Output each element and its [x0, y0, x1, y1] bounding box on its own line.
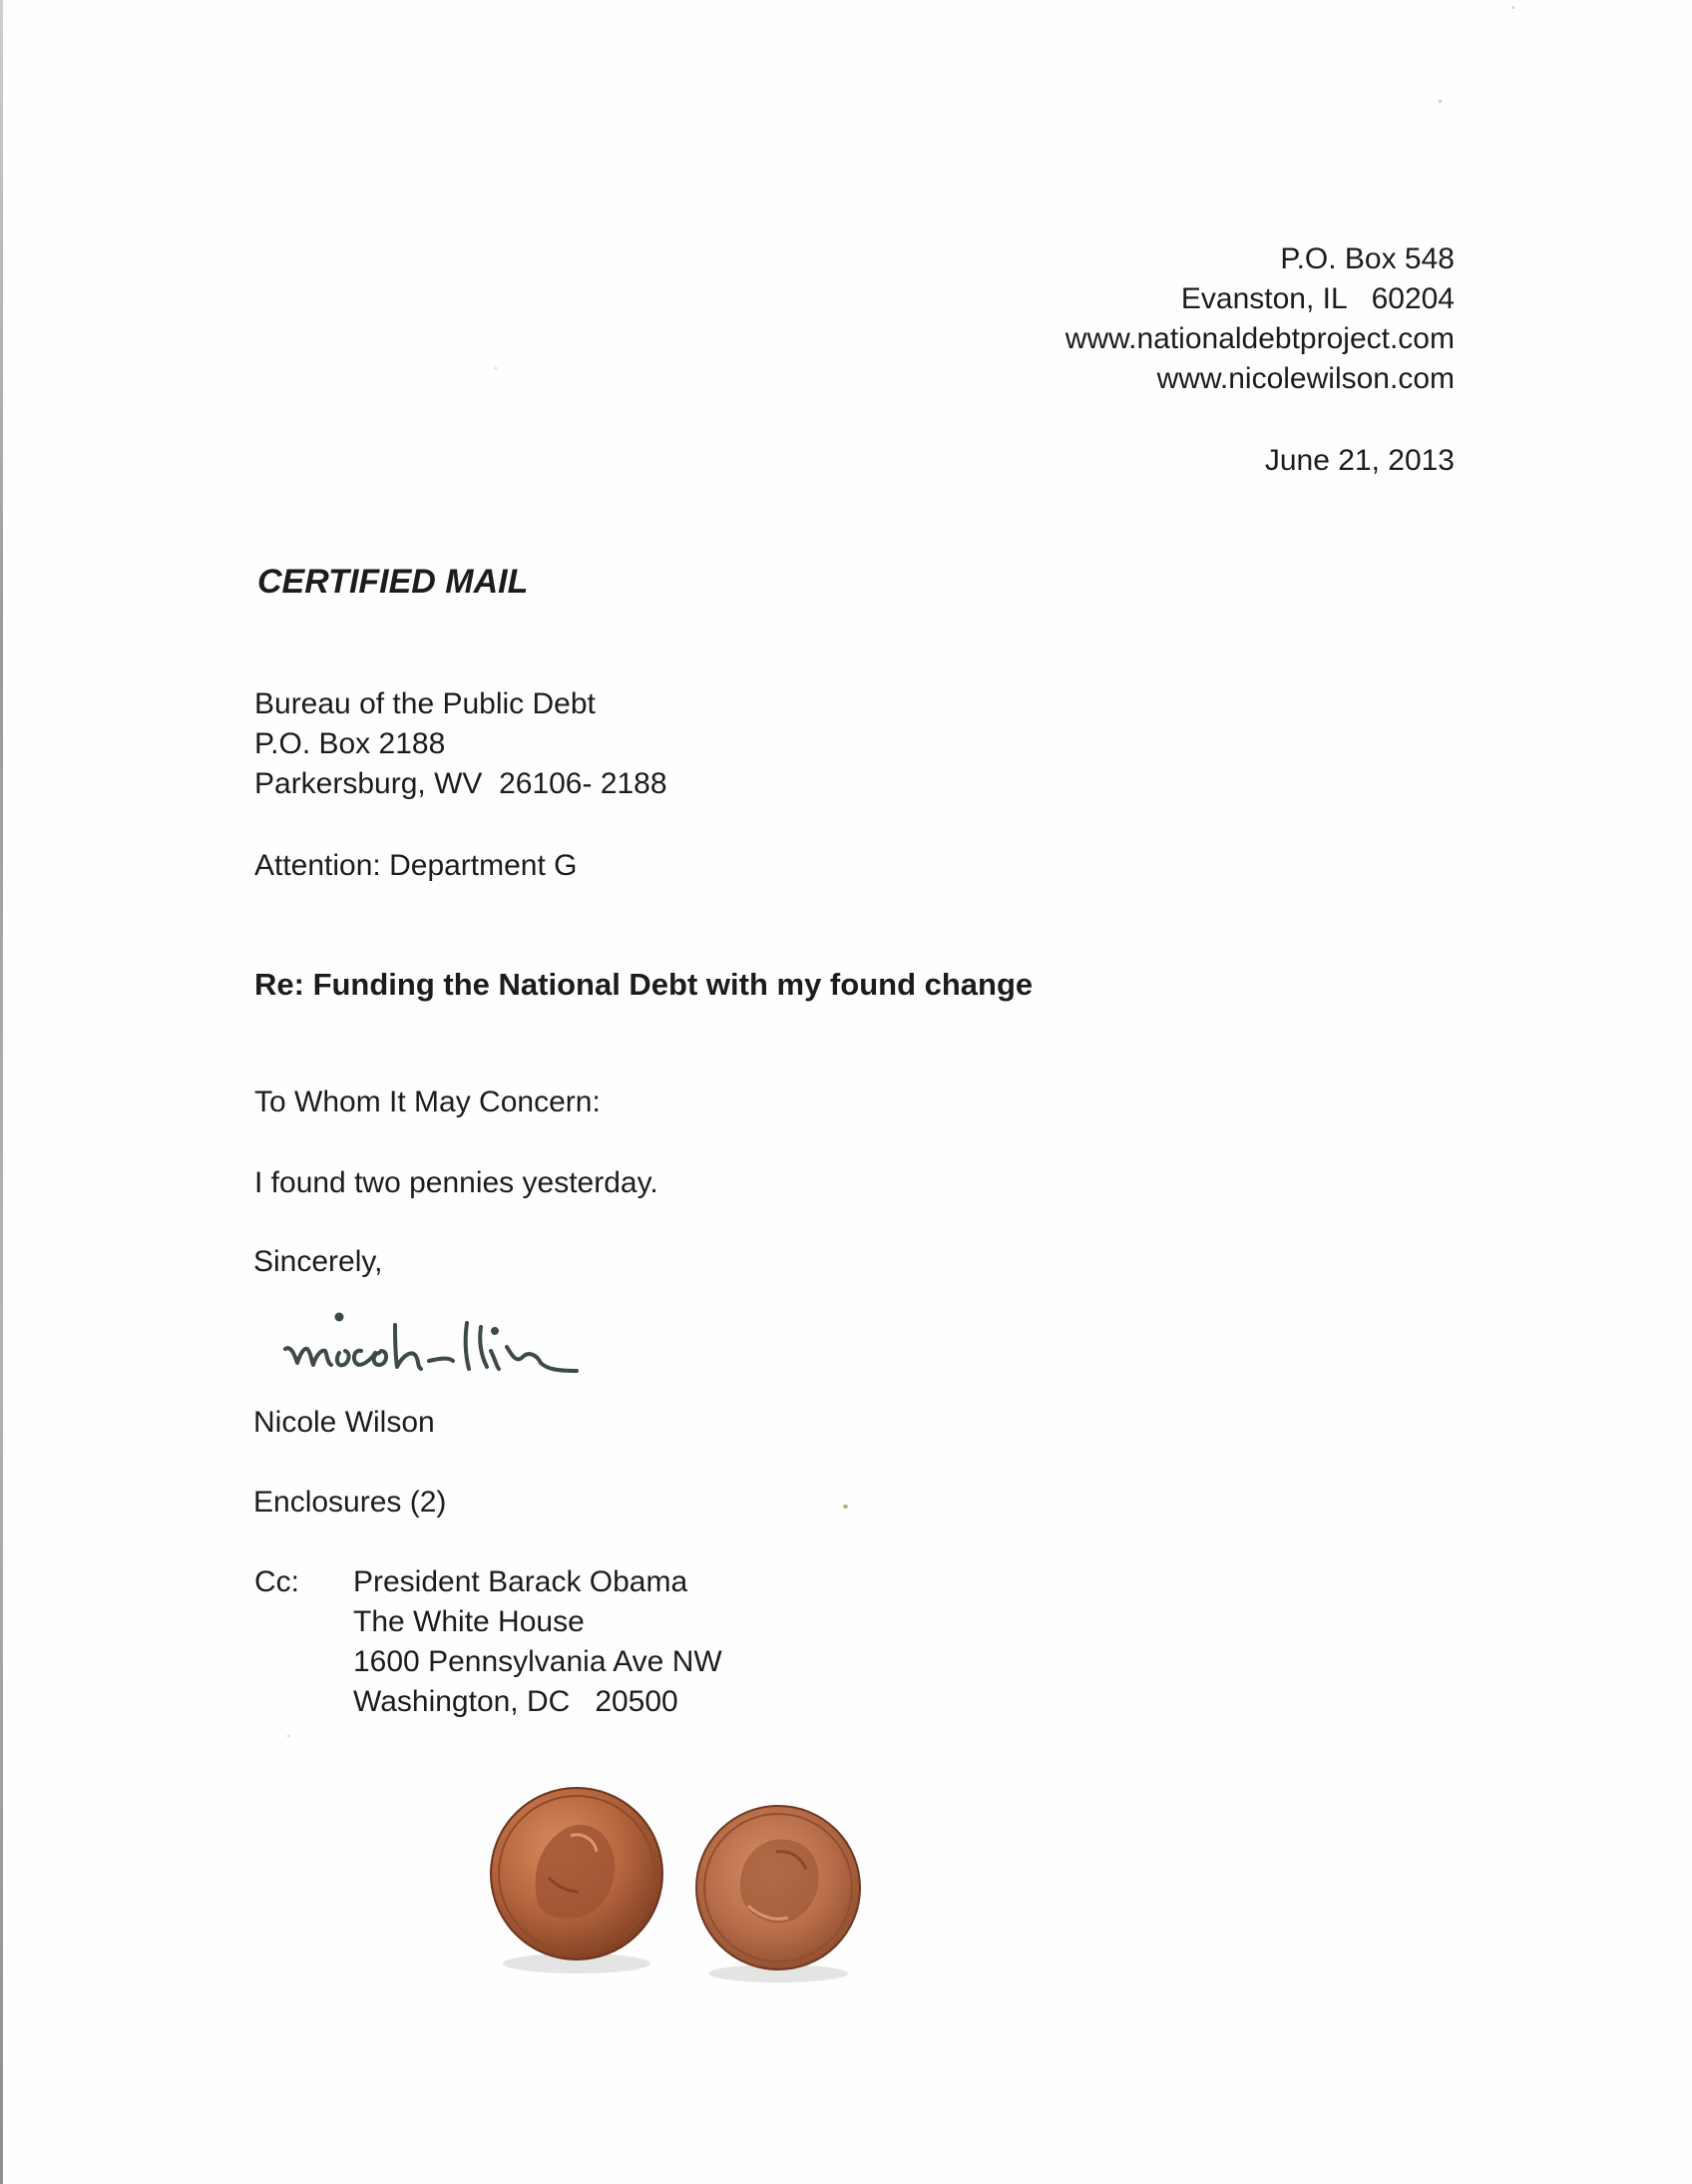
attention-line: Attention: Department G	[254, 849, 578, 882]
recipient-po-box: P.O. Box 2188	[254, 727, 446, 760]
recipient-name: Bureau of the Public Debt	[254, 687, 596, 720]
cc-line-2: The White House	[353, 1605, 585, 1638]
penny-right	[696, 1806, 860, 1982]
letter-body: I found two pennies yesterday.	[254, 1166, 658, 1199]
scan-speck	[843, 1505, 848, 1509]
signer-name: Nicole Wilson	[253, 1406, 435, 1439]
cc-address-block	[353, 1562, 722, 1722]
cc-line-4: Washington, DC 20500	[353, 1685, 678, 1718]
sender-website-2: www.nicolewilson.com	[1156, 362, 1455, 395]
enclosures-line: Enclosures (2)	[253, 1486, 447, 1519]
sender-city-state-zip: Evanston, IL 60204	[1180, 282, 1455, 315]
cc-line-1: President Barack Obama	[353, 1565, 688, 1598]
cc-label: Cc:	[254, 1565, 299, 1598]
scan-speck	[287, 1735, 289, 1737]
handwritten-signature	[277, 1287, 617, 1397]
recipient-address-block	[254, 684, 667, 804]
penny-left	[491, 1788, 662, 1973]
closing: Sincerely,	[253, 1245, 383, 1278]
certified-mail-heading: CERTIFIED MAIL	[257, 563, 529, 601]
salutation: To Whom It May Concern:	[254, 1086, 601, 1118]
scan-speck	[495, 367, 497, 369]
sender-address-block	[1065, 239, 1455, 399]
recipient-city-state-zip: Parkersburg, WV 26106- 2188	[254, 767, 667, 800]
scan-speck	[1512, 6, 1514, 9]
enclosed-pennies	[479, 1766, 878, 1985]
sender-po-box: P.O. Box 548	[1280, 242, 1455, 275]
scan-edge	[0, 0, 3, 2184]
cc-line-3: 1600 Pennsylvania Ave NW	[353, 1645, 722, 1678]
sender-website-1: www.nationaldebtproject.com	[1064, 322, 1455, 355]
scan-speck	[1439, 100, 1442, 103]
subject-line: Re: Funding the National Debt with my found change	[254, 967, 1034, 1002]
letter-date: June 21, 2013	[1264, 444, 1455, 477]
